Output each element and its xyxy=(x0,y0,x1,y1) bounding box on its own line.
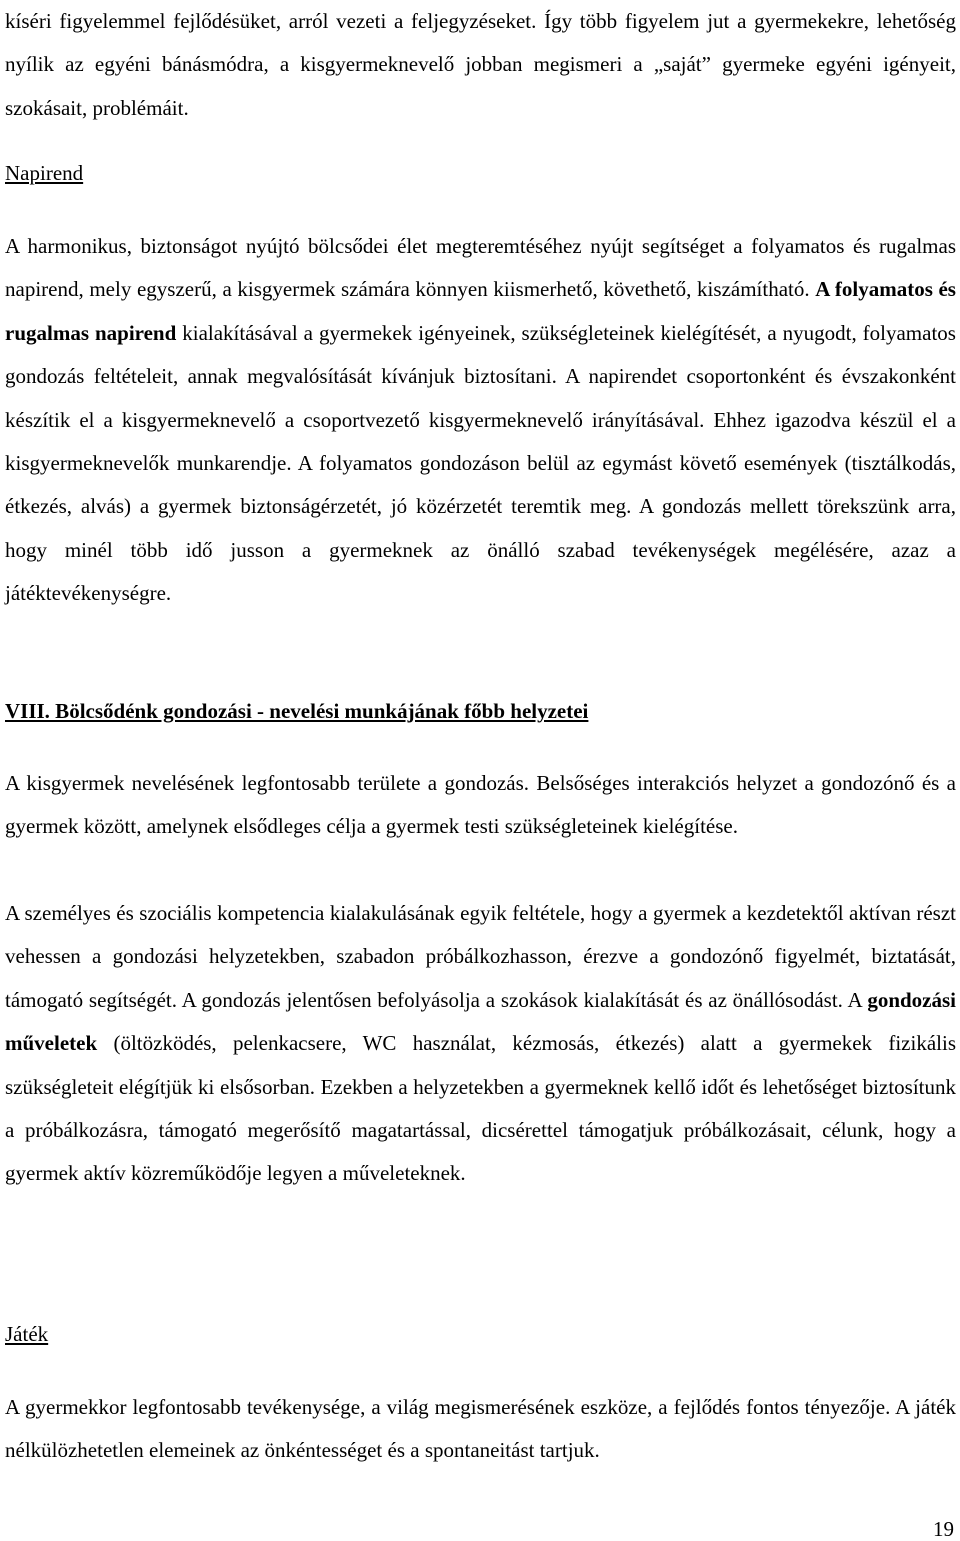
napirend-bold-phrase: A folyamatos és rugalmas napirend xyxy=(5,277,956,345)
jatek-heading: Játék xyxy=(5,1322,49,1346)
gondozas-text-1: A személyes és szociális kompetencia kialakulásának egyik feltétele, hogy a gyermek a kezdetektől aktívan részt vehessen a gondozási helyzetekben, szabadon próbálkozhasson, érezve a gondozónő figyelmét, biztatását, támogató segítségét. A gondozás jelentősen befolyásolja a szokások kialakítását és az önállósodást. A xyxy=(5,901,956,1012)
napirend-heading: Napirend xyxy=(5,161,84,185)
napirend-paragraph xyxy=(5,225,956,616)
page-number: 19 xyxy=(933,1517,954,1541)
section-viii-heading: VIII. Bölcsődénk gondozási - nevelési munkájának főbb helyzetei xyxy=(5,699,589,723)
gondozas-paragraph-1: A kisgyermek nevelésének legfontosabb területe a gondozás. Belsőséges interakciós helyzet a gondozónő és a gyermek között, amelynek elsődleges célja a gyermek testi szükségleteinek kielégítése. xyxy=(5,771,956,839)
napirend-text-1: A harmonikus, biztonságot nyújtó bölcsődei élet megteremtéséhez nyújt segítséget a folyamatos és rugalmas napirend, mely egyszerű, a kisgyermek számára könnyen kiismerhető, követhető, kiszámítható. xyxy=(5,234,956,302)
intro-paragraph: kíséri figyelemmel fejlődésüket, arról vezeti a feljegyzéseket. Így több figyelem jut a gyermekekre, lehetőség nyílik az egyéni bánásmódra, a kisgyermeknevelő jobban megismeri a „saját” gyermeke egyéni igényeit, szokásait, problémáit. xyxy=(5,9,956,120)
gondozasi-muveletek-bold: gondozási műveletek xyxy=(5,987,956,1056)
gondozas-text-2: (öltözködés, pelenkacsere, WC használat, kézmosás, étkezés) alatt a gyermekek fizikális szükségleteit elégítjük ki elsősorban. Ezekben a helyzetekben a gyermeknek kellő időt és lehetőséget biztosítunk a próbálkozásra, támogató megerősítő magatartással, dicsérettel támogatjuk próbálkozásait, célunk, hogy a gyermek aktív közreműködője legyen a műveleteknek. xyxy=(5,1031,956,1186)
jatek-paragraph: A gyermekkor legfontosabb tevékenysége, a világ megismerésének eszköze, a fejlődés fontos tényezője. A játék nélkülözhetetlen elemeinek az önkéntességet és a spontaneitást tartjuk. xyxy=(5,1395,956,1463)
napirend-text-2: kialakításával a gyermekek igényeinek, szükségleteinek kielégítését, a nyugodt, folyamatos gondozás feltételeit, annak megvalósítását kívánjuk biztosítani. A napirendet csoportonként és évszakonként készítik el a kisgyermeknevelő a csoportvezető kisgyermeknevelő irányításával. Ehhez igazodva készül el a kisgyermeknevelők munkarendje. A folyamatos gondozáson belül az egymást követő események (tisztálkodás, étkezés, alvás) a gyermek biztonságérzetét, jó közérzetét teremtik meg. A gondozás mellett törekszünk arra, hogy minél több idő jusson a gyermeknek az önálló szabad tevékenységek megélésére, azaz a játéktevékenységre. xyxy=(5,320,956,606)
gondozas-paragraph-2 xyxy=(5,892,956,1196)
